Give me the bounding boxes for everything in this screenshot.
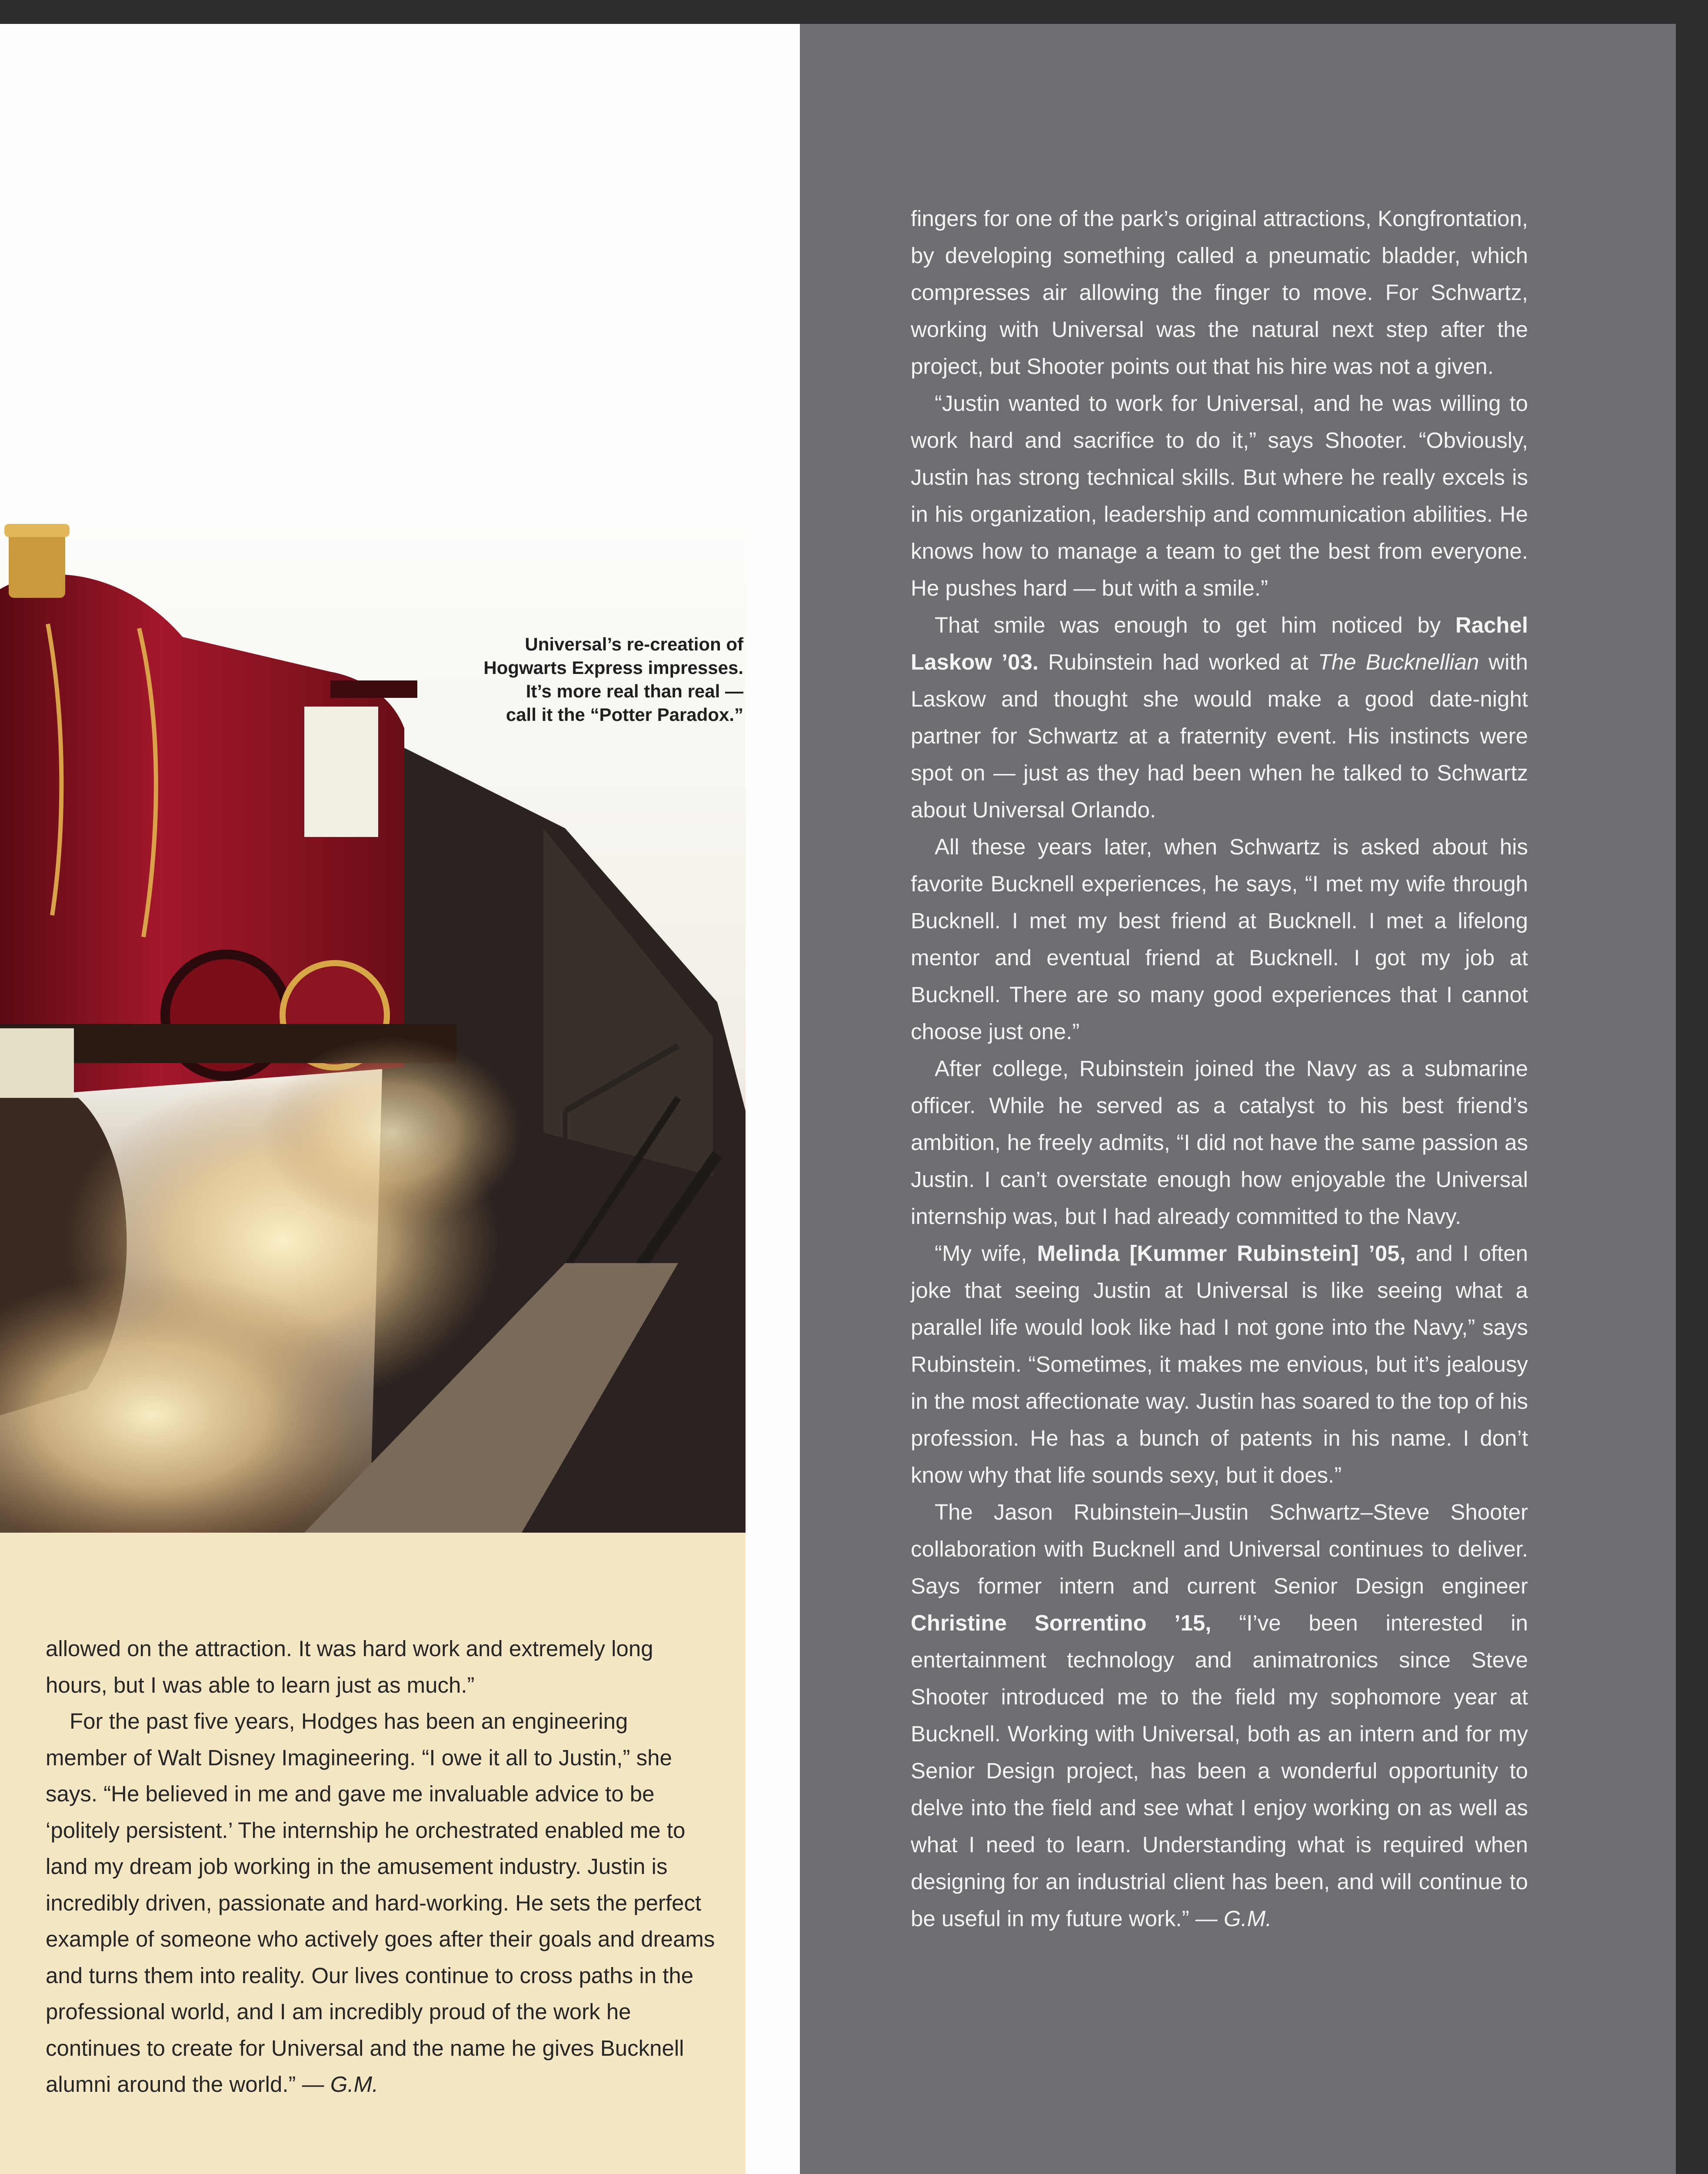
caption-line: It’s more real than real — bbox=[526, 681, 743, 701]
caption-line: Hogwarts Express impresses. bbox=[483, 657, 743, 678]
right-column bbox=[800, 24, 1676, 2174]
paragraph-text: “I’ve been interested in entertainment technology and animatronics since Steve Shooter introduced me to the field my sophomore year at Bucknell. Working with Universal, both as an intern and for my Senior Design project, has been a wonderful opportunity to delve into the field and see what I enjoy working on as well as what I need to learn. Understanding what is required when designing for an industrial client has been, and will continue to be useful in my future work.” bbox=[911, 1610, 1528, 1931]
paragraph-text: with Laskow and thought she would make a good date-night partner for Schwartz at a fraternity event. His instincts were spot on — just as they had been when he talked to Schwartz about Universal Orlando. bbox=[911, 650, 1528, 822]
article-paragraph: fingers for one of the park’s original attractions, Kongfrontation, by developing something called a pneumatic bladder, which compresses air allowing the finger to move. For Schwartz, working with Universal was the natural next step after the project, but Shooter points out that his hire was not a given. bbox=[911, 206, 1528, 379]
paragraph-text: “My wife, bbox=[935, 1241, 1037, 1266]
author-initials: — G.M. bbox=[302, 2072, 379, 2097]
article-paragraph: After college, Rubinstein joined the Navy as a submarine officer. While he served as a catalyst to his best friend’s ambition, he freely admits, “I did not have the same passion as Justin. I can’t overstate enough how enjoyable the Universal internship was, but I had already committed to the Navy. bbox=[911, 1056, 1528, 1229]
sidebar-story bbox=[46, 1630, 715, 2103]
paragraph-text: The Jason Rubinstein–Justin Schwartz–Steve Shooter collaboration with Bucknell and Universal continues to deliver. Says former intern and current Senior Design engineer bbox=[911, 1500, 1528, 1598]
article-paragraph bbox=[911, 1494, 1528, 1937]
caption-line: Universal’s re-creation of bbox=[525, 634, 743, 654]
sidebar-paragraph-text: For the past five years, Hodges has been an engineering member of Walt Disney Imagineering. “I owe it all to Justin,” she says. “He believed in me and gave me invaluable advice to be ‘politely persistent.’ The internship he orchestrated enabled me to land my dream job working in the amusement industry. Justin is incredibly driven, passionate and hard-working. He sets the perfect example of someone who actively goes after their goals and dreams and turns them into reality. Our lives continue to cross paths in the professional world, and I am incredibly proud of the work he continues to create for Universal and the name he gives Bucknell alumni around the world.” bbox=[46, 1709, 715, 2097]
magazine-page bbox=[0, 24, 1676, 2174]
alumni-name: Melinda [Kummer Rubinstein] ’05, bbox=[1037, 1241, 1406, 1266]
article-paragraph: “Justin wanted to work for Universal, and he was willing to work hard and sacrifice to do it,” says Shooter. “Obviously, Justin has strong technical skills. But where he really excels is in his organization, leadership and communication abilities. He knows how to manage a team to get the best from everyone. He pushes hard — but with a smile.” bbox=[911, 391, 1528, 600]
alumni-name: Christine Sorrentino ’15, bbox=[911, 1610, 1212, 1635]
article-paragraph bbox=[911, 607, 1528, 828]
photo-caption bbox=[404, 633, 743, 727]
paragraph-text: Rubinstein had worked at bbox=[1039, 650, 1318, 674]
paragraph-text: That smile was enough to get him noticed by bbox=[935, 613, 1455, 637]
publication-name: The Bucknellian bbox=[1318, 650, 1479, 674]
sidebar-paragraph: allowed on the attraction. It was hard work and extremely long hours, but I was able to learn just as much.” bbox=[46, 1636, 653, 1697]
caption-line: call it the “Potter Paradox.” bbox=[506, 704, 743, 725]
left-column bbox=[0, 24, 800, 2174]
paragraph-text: and I often joke that seeing Justin at Universal is like seeing what a parallel life would look like had I not gone into the Navy,” says Rubinstein. “Sometimes, it makes me envious, but it’s jealousy in the most affectionate way. Justin has soared to the top of his profession. He has a bunch of patents in his name. I don’t know why that life sounds sexy, but it does.” bbox=[911, 1241, 1528, 1487]
sidebar-paragraph bbox=[46, 1703, 715, 2103]
author-initials: — G.M. bbox=[1195, 1906, 1272, 1931]
article-paragraph bbox=[911, 1235, 1528, 1494]
article-paragraph: All these years later, when Schwartz is asked about his favorite Bucknell experiences, he says, “I met my wife through Bucknell. I met my best friend at Bucknell. I met a lifelong mentor and eventual friend at Bucknell. I got my job at Bucknell. There are so many good experiences that I cannot choose just one.” bbox=[911, 834, 1528, 1044]
article-body bbox=[911, 200, 1528, 1937]
alumni-name: Rachel Laskow ’03. bbox=[911, 613, 1528, 674]
